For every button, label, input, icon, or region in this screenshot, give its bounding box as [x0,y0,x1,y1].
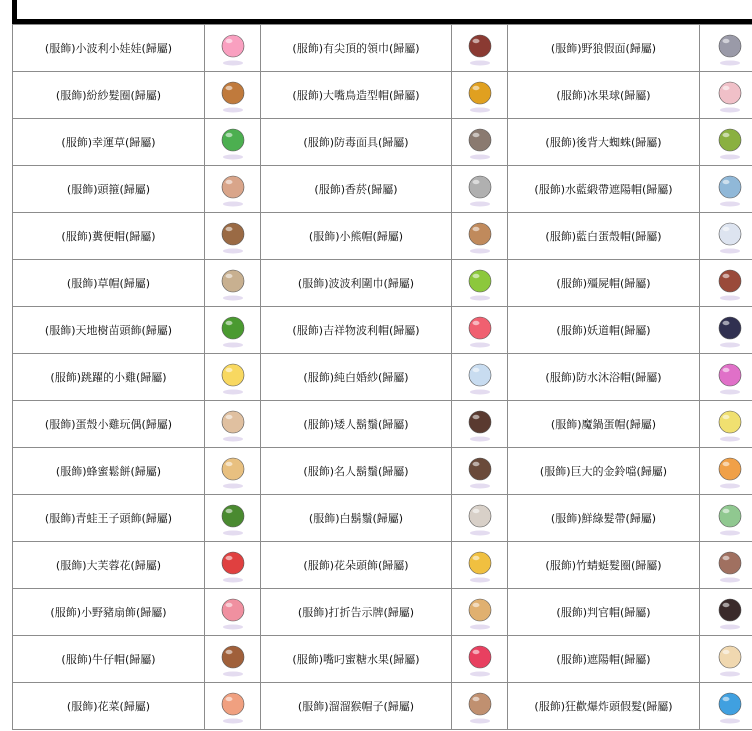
green-headband-icon [700,495,752,542]
gas-mask-icon [452,119,508,166]
item-name: (服飾)殭屍帽(歸屬) [508,260,700,307]
item-name: (服飾)防水沐浴帽(歸屬) [508,354,700,401]
item-name: (服飾)後背大蜘蛛(歸屬) [508,119,700,166]
item-name: (服飾)矮人鬍鬚(歸屬) [261,401,452,448]
item-name: (服飾)竹蜻蜓髮圈(歸屬) [508,542,700,589]
table-row [13,589,752,636]
circlet-icon [205,166,261,213]
item-name: (服飾)藍白蛋殼帽(歸屬) [508,213,700,260]
toucan-hat-icon [452,72,508,119]
item-name: (服飾)花菜(歸屬) [13,683,205,730]
sun-hat-icon [700,636,752,683]
table-row [13,25,752,72]
item-name: (服飾)牛仔帽(歸屬) [13,636,205,683]
item-name: (服飾)打折告示牌(歸屬) [261,589,452,636]
pointed-scarf-icon [452,25,508,72]
item-name: (服飾)小熊帽(歸屬) [261,213,452,260]
poop-hat-icon [205,213,261,260]
item-name: (服飾)名人鬍鬚(歸屬) [261,448,452,495]
big-spider-icon [700,119,752,166]
table-row [13,401,752,448]
flower-headgear-icon [452,542,508,589]
table-row [13,683,752,730]
straw-hat-icon [205,260,261,307]
item-name: (服飾)草帽(歸屬) [13,260,205,307]
poring-doll-icon [205,25,261,72]
dwarf-beard-icon [452,401,508,448]
hibiscus-icon [205,542,261,589]
sale-sign-icon [452,589,508,636]
item-name: (服飾)純白婚紗(歸屬) [261,354,452,401]
item-name: (服飾)紛紗髮圈(歸屬) [13,72,205,119]
monkey-hat-icon [452,683,508,730]
judge-hat-icon [700,589,752,636]
item-name: (服飾)花朵頭飾(歸屬) [261,542,452,589]
table-row [13,307,752,354]
item-name: (服飾)嘴叼蜜糖水果(歸屬) [261,636,452,683]
cowboy-hat-icon [205,636,261,683]
table-row [13,213,752,260]
item-name: (服飾)巨大的金鈴噹(歸屬) [508,448,700,495]
item-name: (服飾)大芙蓉花(歸屬) [13,542,205,589]
bear-hat-icon [452,213,508,260]
table-row [13,636,752,683]
item-name: (服飾)溜溜猴帽子(歸屬) [261,683,452,730]
cigarette-icon [452,166,508,213]
item-name: (服飾)天地樹苗頭飾(歸屬) [13,307,205,354]
item-name: (服飾)魔鍋蛋帽(歸屬) [508,401,700,448]
header-bar [12,0,752,24]
item-name: (服飾)妖道帽(歸屬) [508,307,700,354]
candied-fruit-icon [452,636,508,683]
mascot-poring-icon [452,307,508,354]
item-name: (服飾)鮮綠髮帶(歸屬) [508,495,700,542]
table-row [13,166,752,213]
egg-chick-doll-icon [205,401,261,448]
taoist-hat-icon [700,307,752,354]
item-name: (服飾)水藍緞帶遮陽帽(歸屬) [508,166,700,213]
bamboo-copter-icon [700,542,752,589]
eggshell-hat-icon [700,213,752,260]
item-table [12,24,752,730]
item-name: (服飾)蜂蜜鬆餅(歸屬) [13,448,205,495]
item-name: (服飾)小波利小娃娃(歸屬) [13,25,205,72]
blue-ribbon-hat-icon [700,166,752,213]
chick-icon [205,354,261,401]
piglet-icon [205,589,261,636]
item-name: (服飾)吉祥物波利帽(歸屬) [261,307,452,354]
frog-prince-icon [205,495,261,542]
table-row [13,542,752,589]
table-row [13,260,752,307]
mustache-icon [452,448,508,495]
golden-bell-icon [700,448,752,495]
pancake-icon [205,448,261,495]
table-row [13,354,752,401]
table-row [13,495,752,542]
item-name: (服飾)糞便帽(歸屬) [13,213,205,260]
afro-wig-icon [700,683,752,730]
item-name: (服飾)白鬍鬚(歸屬) [261,495,452,542]
item-name: (服飾)頭箍(歸屬) [13,166,205,213]
item-name: (服飾)香菸(歸屬) [261,166,452,213]
item-name: (服飾)狂歡爆炸頭假髮(歸屬) [508,683,700,730]
item-name: (服飾)大嘴鳥造型帽(歸屬) [261,72,452,119]
zombie-hat-icon [700,260,752,307]
item-name: (服飾)野狼假面(歸屬) [508,25,700,72]
sprout-icon [205,307,261,354]
clover-icon [205,119,261,166]
white-beard-icon [452,495,508,542]
table-row [13,72,752,119]
item-name: (服飾)有尖頂的領巾(歸屬) [261,25,452,72]
table-row [13,119,752,166]
item-name: (服飾)冰果球(歸屬) [508,72,700,119]
item-name: (服飾)青蛙王子頭飾(歸屬) [13,495,205,542]
veil-icon [452,354,508,401]
item-name: (服飾)波波利圍巾(歸屬) [261,260,452,307]
item-name: (服飾)判官帽(歸屬) [508,589,700,636]
hair-band-icon [205,72,261,119]
item-name: (服飾)跳躍的小雞(歸屬) [13,354,205,401]
flower-bud-icon [205,683,261,730]
shower-cap-icon [700,354,752,401]
table-row [13,448,752,495]
ice-cream-icon [700,72,752,119]
poporing-scarf-icon [452,260,508,307]
wolf-mask-icon [700,25,752,72]
item-name: (服飾)小野豬扇飾(歸屬) [13,589,205,636]
item-name: (服飾)遮陽帽(歸屬) [508,636,700,683]
item-name: (服飾)蛋殼小雞玩偶(歸屬) [13,401,205,448]
item-name: (服飾)防毒面具(歸屬) [261,119,452,166]
pan-egg-hat-icon [700,401,752,448]
item-name: (服飾)幸運草(歸屬) [13,119,205,166]
